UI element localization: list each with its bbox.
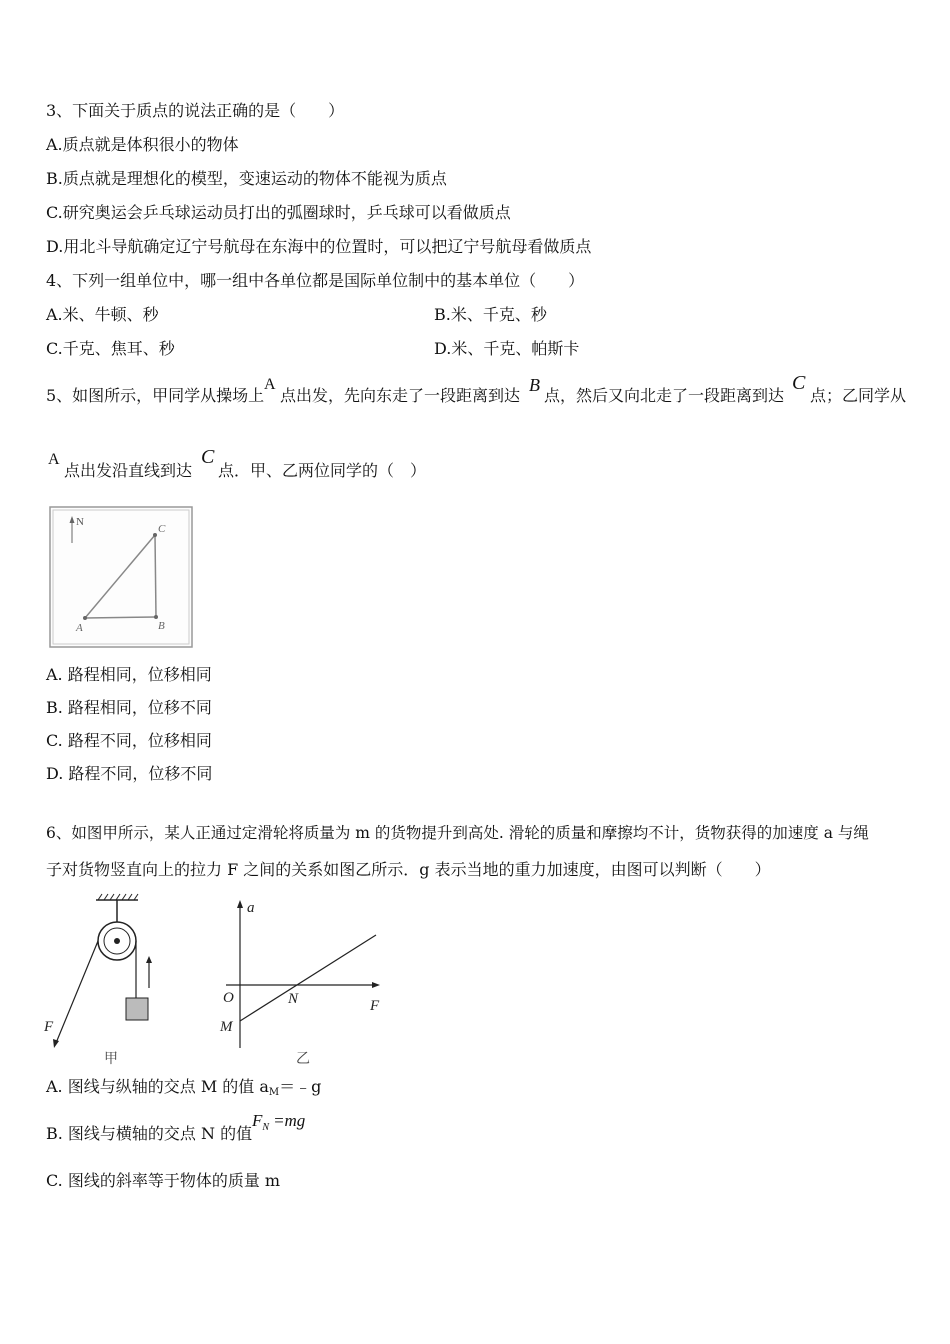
formula-rest: =mg: [273, 1111, 306, 1130]
q3-option-a: A.质点就是体积很小的物体: [46, 135, 239, 154]
q5-symbol-a: A: [264, 376, 276, 393]
caption-jia: 甲: [104, 1052, 118, 1067]
path-a-to-b: [85, 617, 156, 618]
a-f-line: [240, 935, 376, 1021]
cargo-block: [126, 998, 148, 1020]
pulley-axle: [114, 938, 120, 944]
q6-option-b-text: B. 图线与横轴的交点 N 的值: [46, 1124, 253, 1143]
point-a: [83, 616, 87, 620]
figure-frame: [50, 507, 192, 647]
x-axis-label: F: [370, 998, 380, 1014]
q3-option-d: D.用北斗导航确定辽宁号航母在东海中的位置时，可以把辽宁号航母看做质点: [46, 237, 592, 256]
q6-option-b-formula: [252, 1111, 305, 1131]
q5-symbol-c-2: C: [201, 446, 215, 468]
origin-label: O: [223, 990, 234, 1006]
q5-stem-part1: 5、如图所示，甲同学从操场上: [46, 386, 265, 405]
point-c: [153, 533, 157, 537]
q5-symbol-a-2: A: [48, 451, 60, 468]
upward-arrowhead: [146, 956, 152, 963]
q6-pulley-figure: [40, 893, 170, 1068]
q5-stem-part2: 点出发，先向东走了一段距离到达: [280, 386, 521, 405]
q5-option-b: B. 路程相同，位移不同: [46, 698, 212, 717]
north-label: N: [76, 516, 84, 528]
q6-graph-figure: [210, 893, 390, 1068]
y-axis-label: a: [247, 900, 255, 916]
label-a: A: [76, 622, 83, 634]
q6-option-a: [46, 1076, 321, 1101]
q6-stem-line1: 6、如图甲所示，某人正通过定滑轮将质量为 m 的货物提升到高处. 滑轮的质量和摩擦均不计，货物获得的加速度 a 与绳: [46, 824, 869, 842]
rope-arrowhead: [53, 1039, 59, 1048]
rope-left: [56, 941, 98, 1043]
ceiling-hatch: [98, 894, 138, 900]
q4-option-d: D.米、千克、帕斯卡: [434, 339, 580, 358]
q4-option-c: C.千克、焦耳、秒: [46, 339, 175, 358]
caption-yi: 乙: [296, 1052, 310, 1067]
q5-path-figure: [48, 505, 196, 650]
q5-stem-part3: 点，然后又向北走了一段距离到达: [544, 386, 785, 405]
label-c: C: [158, 523, 166, 535]
q3-stem: 3、下面关于质点的说法正确的是（ ）: [46, 101, 345, 120]
q5-option-a: A. 路程相同，位移相同: [46, 665, 212, 684]
q3-option-b: B.质点就是理想化的模型，变速运动的物体不能视为质点: [46, 169, 447, 188]
q6-option-c: C. 图线的斜率等于物体的质量 m: [46, 1171, 281, 1190]
q6-option-a-text: A. 图线与纵轴的交点 M 的值 a: [46, 1077, 269, 1096]
q5-stem2-part1: 点出发沿直线到达: [64, 461, 193, 480]
q5-option-c: C. 路程不同，位移相同: [46, 731, 212, 750]
path-b-to-c: [155, 535, 156, 617]
q4-option-b: B.米、千克、秒: [434, 305, 547, 324]
label-b: B: [158, 620, 165, 632]
formula-f: F: [252, 1111, 263, 1130]
q5-symbol-b: B: [529, 375, 540, 395]
q5-option-d: D. 路程不同，位移不同: [46, 764, 213, 783]
q4-stem: 4、下列一组单位中，哪一组中各单位都是国际单位制中的基本单位（ ）: [46, 271, 585, 290]
q5-symbol-c: C: [792, 372, 806, 394]
y-arrowhead: [237, 900, 243, 908]
point-b: [154, 615, 158, 619]
q5-stem-part4: 点；乙同学从: [810, 386, 907, 405]
q3-option-c: C.研究奥运会乒乓球运动员打出的弧圈球时，乒乓球可以看做质点: [46, 203, 511, 222]
q6-stem-line2: 子对货物竖直向上的拉力 F 之间的关系如图乙所示．g 表示当地的重力加速度，由图可以判断（ ）: [46, 860, 771, 879]
q6-option-a-tail: ＝﹣g: [279, 1077, 322, 1096]
q5-stem2-part2: 点．甲、乙两位同学的（ ）: [218, 461, 427, 480]
q4-option-a: A.米、牛顿、秒: [46, 305, 159, 324]
q6-option-a-subscript: M: [268, 1087, 280, 1098]
point-n-label: N: [288, 991, 299, 1007]
x-arrowhead: [372, 982, 380, 988]
force-label: F: [44, 1019, 54, 1035]
formula-subscript: N: [262, 1122, 270, 1133]
point-m-label: M: [220, 1019, 233, 1035]
